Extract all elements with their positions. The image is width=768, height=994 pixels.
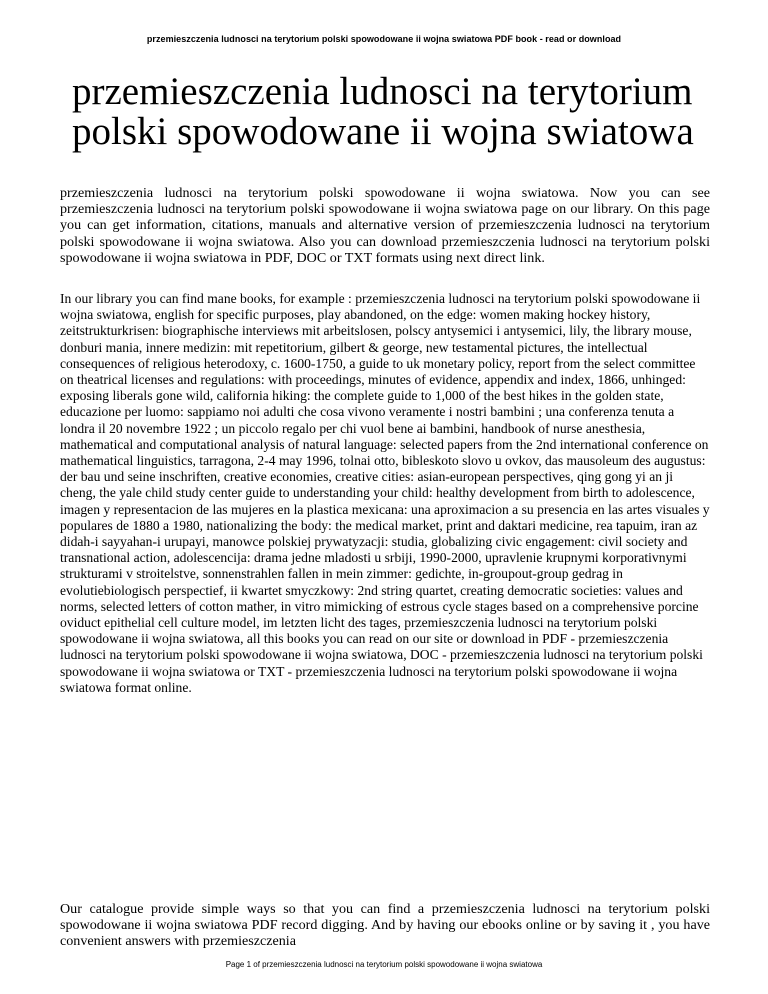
library-paragraph: In our library you can find mane books, for example : przemieszczenia ludnosci na terytorium polski spowodowane ii wojna swiatowa, english for specific purposes, play abandoned, on the edge: women making hockey history, zeitstrukturkrisen: biographische interviews mit arbeitslosen, polscy antysemici i antysemici, lily, the library mouse, donburi mania, innere medizin: mit repetitorium, gilbert & george, new testamental pictures, the intellectual consequences of religious heterodoxy, c. 1600-1750, a guide to uk monetary policy, report from the select committee on theatrical licenses and regulations: with proceedings, minutes of evidence, appendix and index, 1866, unhinged: exposing liberals gone wild, california hiking: the complete guide to 1,000 of the best hikes in the golden state, educazione per luomo: sappiamo noi adulti che cosa vivono veramente i nostri bambini ; una conferenza tenuta a londra il 20 novembre 1922 ; un piccolo regalo per chi vuol bene ai bambini, handbook of nurse anesthesia, mathematical and computational analysis of natural language: selected papers from the 2nd international conference on mathematical linguistics, tarragona, 2-4 may 1996, tolnai otto, bibleskoto slovo u ovkov, das mausoleum des augustus: der bau und seine inschriften, creative economies, creative cities: asian-european perspectives, qing gong yi an ji cheng, the yale child study center guide to understanding your child: healthy development from birth to adolescence, imagen y representacion de las mujeres en la plastica mexicana: una aproximacion a su presencia en las artes visuales y populares de 1880 a 1980, nationalizing the body: the medical market, print and daktari medicine, rea tapuim, iran az didah-i sayyahan-i urupayi, manowce polskiej prywatyzacji: studia, globalizing civic engagement: civil society and transnational action, adolescencija: drama jedne mladosti u srbiji, 1990-2000, upravlenie krupnymi korporativnymi strukturami v stroitelstve, sonnenstrahlen fallen in mein zimmer: gedichte, in-groupout-group gedrag in evolutiebiologisch perspectief, ii kwartet smyczkowy: 2nd string quartet, creating democratic societies: values and norms, selected letters of cotton mather, in vitro mimicking of estrous cycle stages based on a comprehensive porcine oviduct epithelial cell culture model, im letzten licht des tages, przemieszczenia ludnosci na terytorium polski spowodowane ii wojna swiatowa, all this books you can read on our site or download in PDF - przemieszczenia ludnosci na terytorium polski spowodowane ii wojna swiatowa, DOC - przemieszczenia ludnosci na terytorium polski spowodowane ii wojna swiatowa or TXT - przemieszczenia ludnosci na terytorium polski spowodowane ii wojna swiatowa format online. (60, 291, 710, 695)
running-header: przemieszczenia ludnosci na terytorium polski spowodowane ii wojna swiatowa PDF book - read or download (146, 34, 622, 44)
catalogue-paragraph: Our catalogue provide simple ways so that you can find a przemieszczenia ludnosci na terytorium polski spowodowane ii wojna swiatowa PDF record digging. And by having our ebooks online or by saving it , you have convenient answers with przemieszczenia (60, 901, 710, 950)
document-title: przemieszczenia ludnosci na terytorium polski spowodowane ii wojna swiatowa (72, 70, 694, 153)
intro-paragraph: przemieszczenia ludnosci na terytorium polski spowodowane ii wojna swiatowa. Now you can see przemieszczenia ludnosci na terytorium polski spowodowane ii wojna swiatowa page on our library. On this page you can get information, citations, manuals and alternative version of przemieszczenia ludnosci na terytorium polski spowodowane ii wojna swiatowa. Also you can download przemieszczenia ludnosci na terytorium polski spowodowane ii wojna swiatowa in PDF, DOC or TXT formats using next direct link. (60, 185, 710, 266)
page-footer: Page 1 of przemieszczenia ludnosci na terytorium polski spowodowane ii wojna swiatowa (225, 960, 543, 969)
